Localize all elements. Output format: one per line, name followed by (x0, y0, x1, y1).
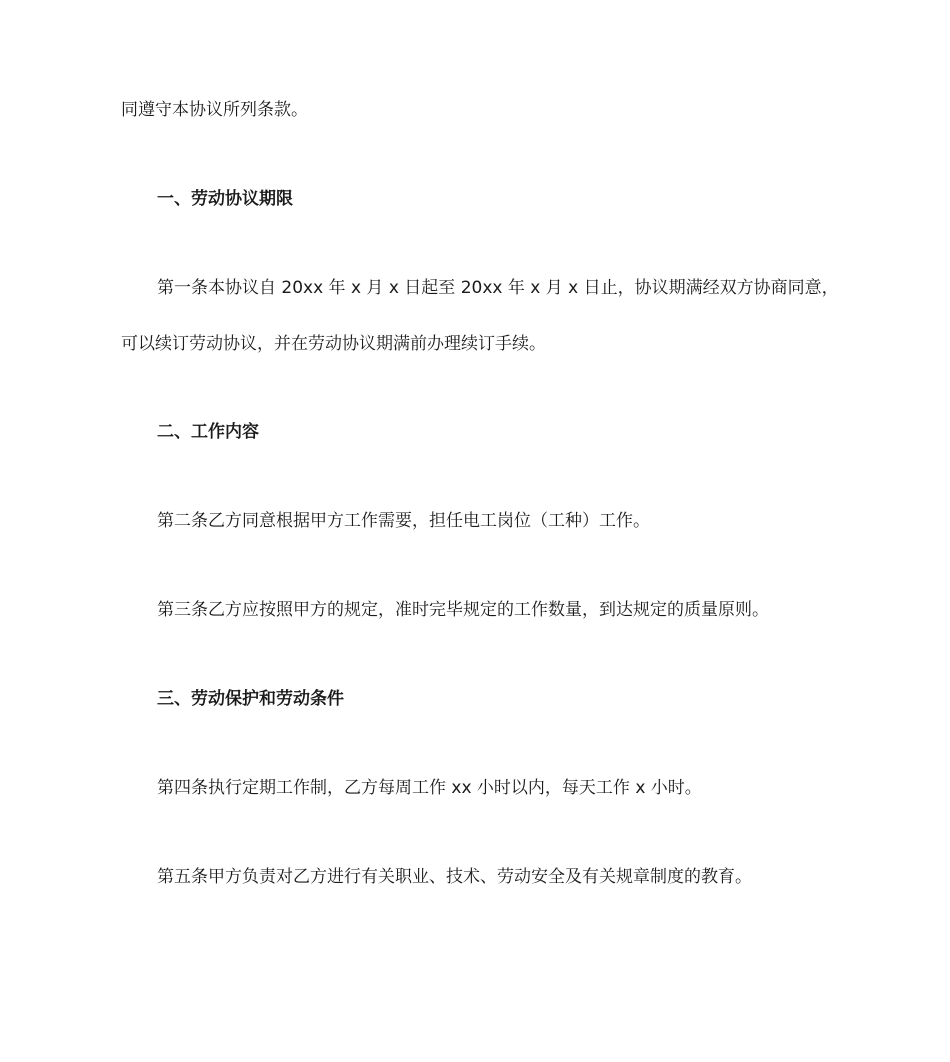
article-1-line-1: 第一条本协议自 20xx 年 x 月 x 日起至 20xx 年 x 月 x 日止，协议期满经双方协商同意， (157, 278, 839, 298)
article-1-line-2: 可以续订劳动协议，并在劳动协议期满前办理续订手续。 (121, 334, 546, 354)
article-2: 第二条乙方同意根据甲方工作需要，担任电工岗位（工种）工作。 (157, 511, 650, 531)
article-3: 第三条乙方应按照甲方的规定，准时完毕规定的工作数量，到达规定的质量原则。 (157, 600, 769, 620)
article-4: 第四条执行定期工作制，乙方每周工作 xx 小时以内，每天工作 x 小时。 (157, 778, 702, 798)
paragraph-continuation: 同遵守本协议所列条款。 (121, 100, 308, 120)
section-heading-2: 二、工作内容 (157, 422, 259, 442)
section-heading-1: 一、劳动协议期限 (157, 189, 293, 209)
article-5: 第五条甲方负责对乙方进行有关职业、技术、劳动安全及有关规章制度的教育。 (157, 867, 752, 887)
section-heading-3: 三、劳动保护和劳动条件 (157, 689, 344, 709)
